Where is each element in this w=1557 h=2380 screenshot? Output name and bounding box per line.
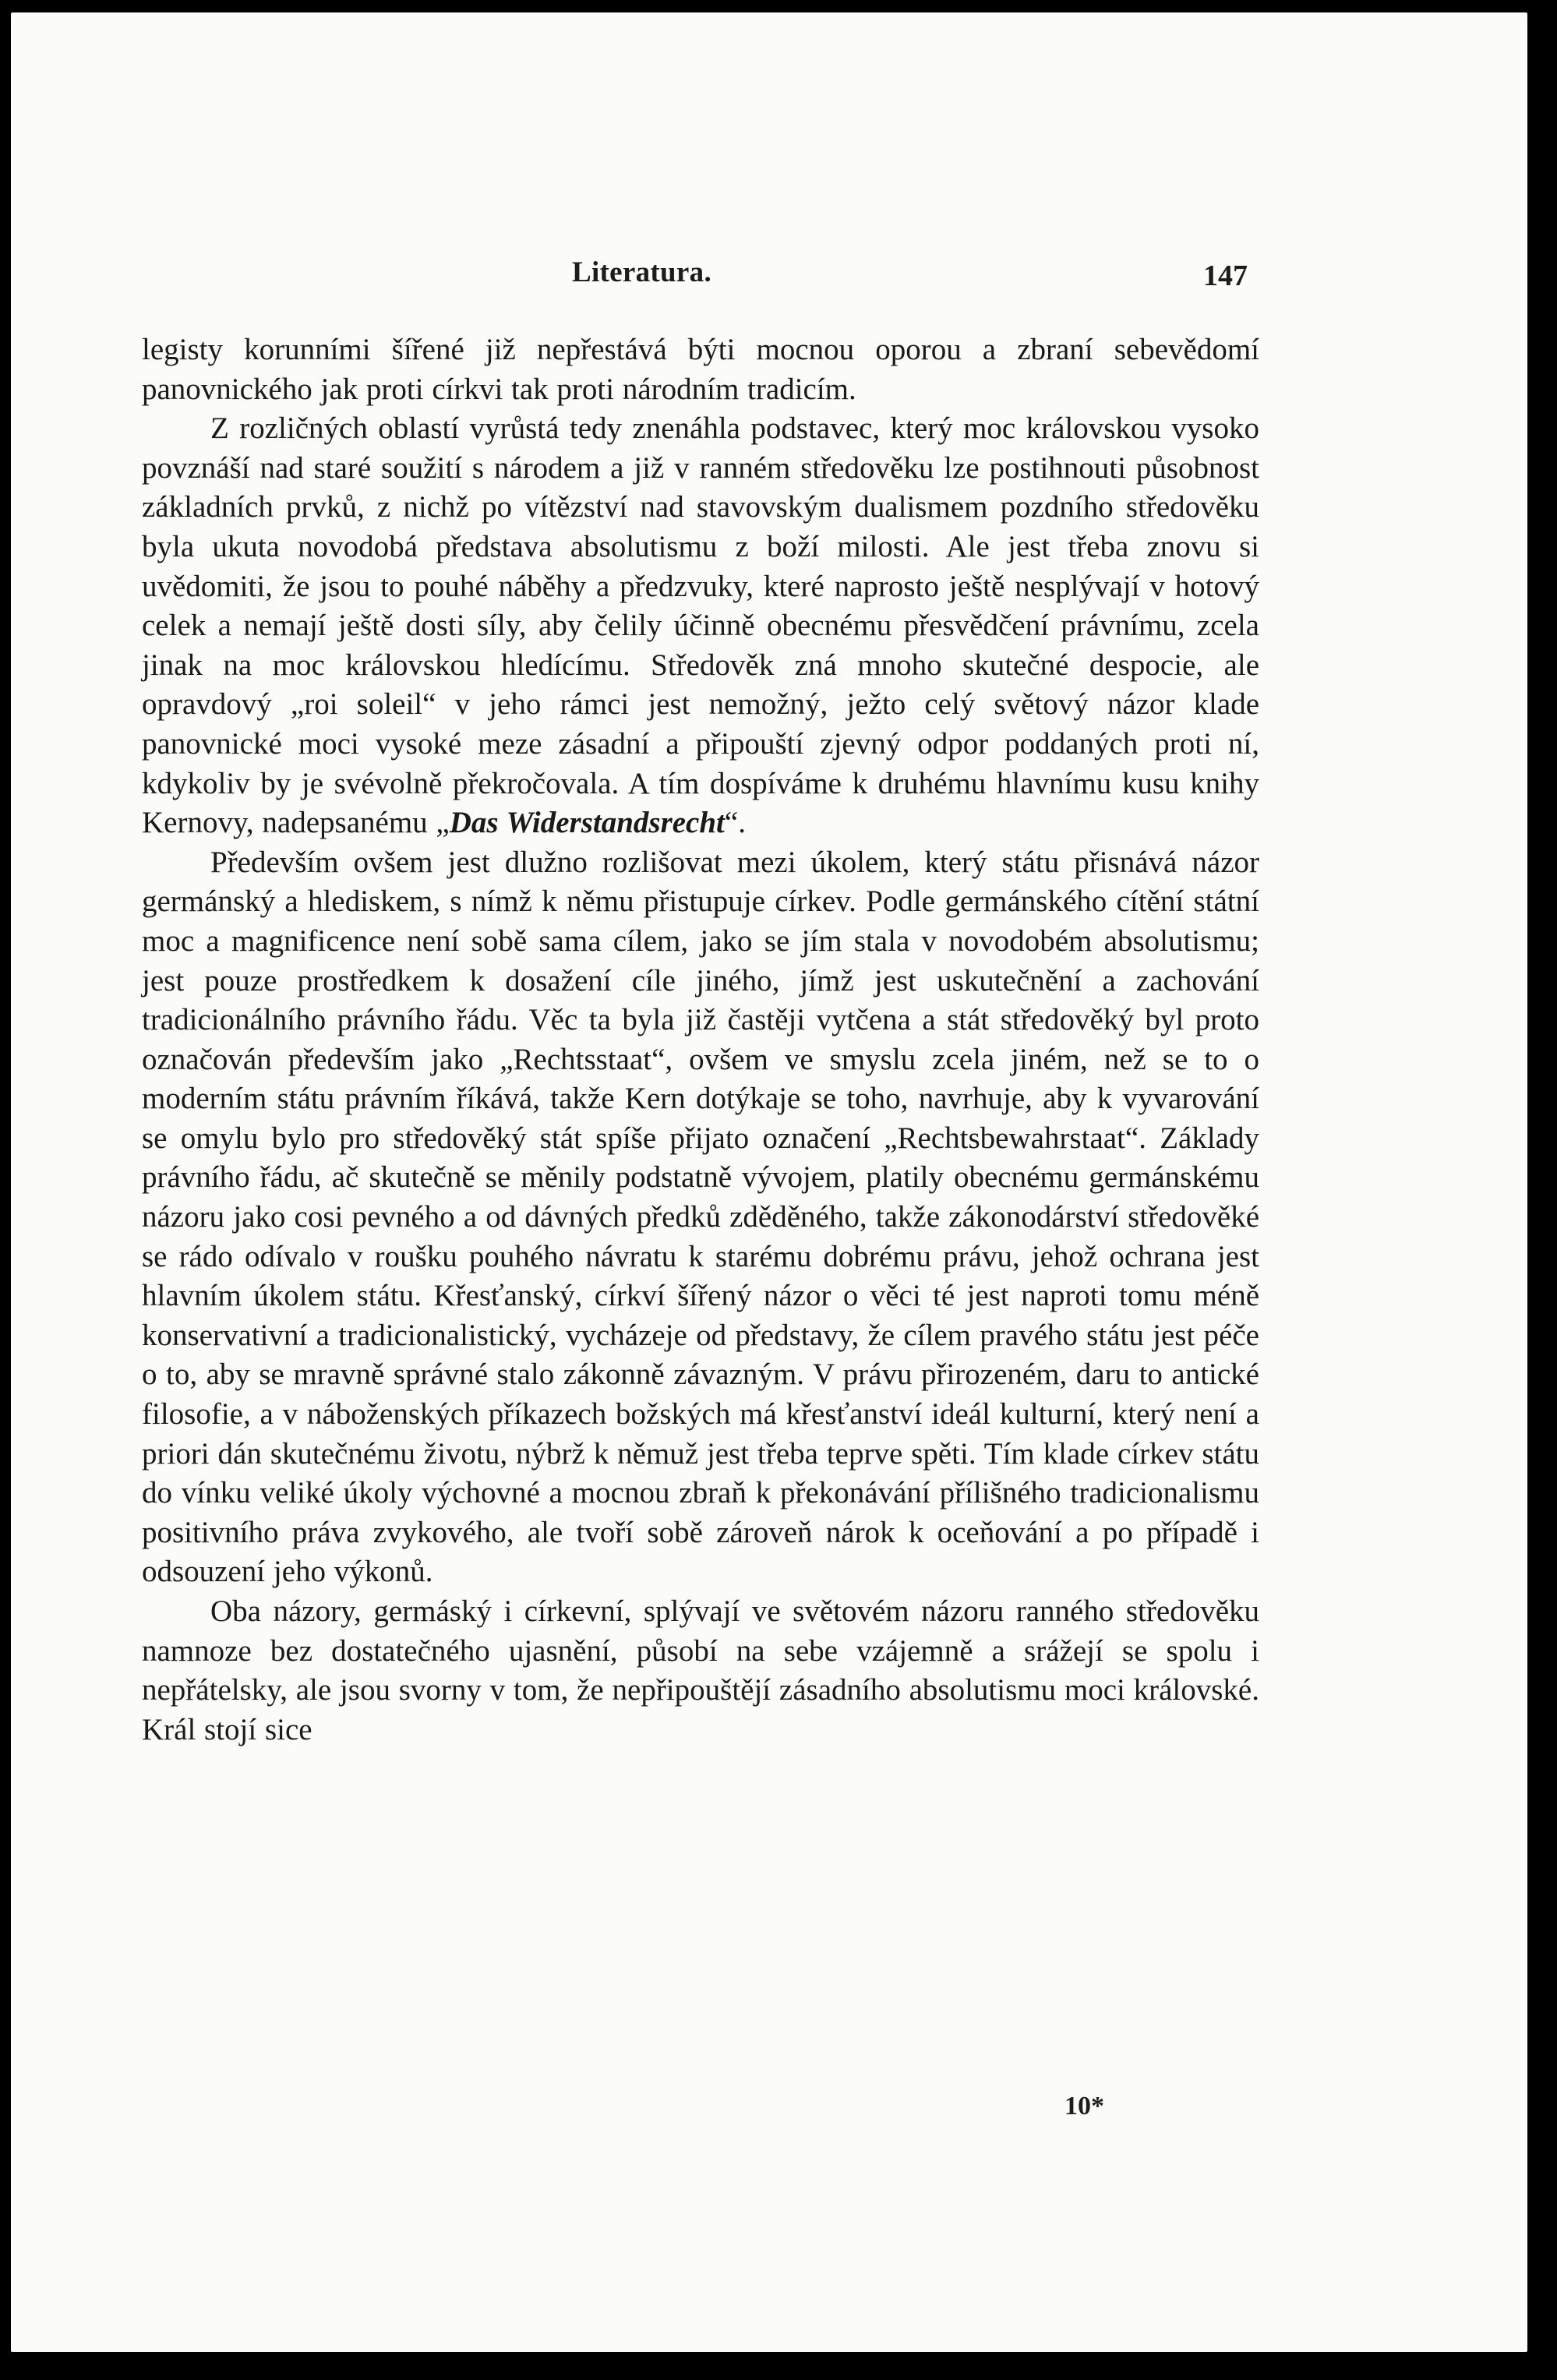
document-page xyxy=(11,12,1527,2352)
running-title: Literatura. xyxy=(572,256,711,288)
paragraph-1: legisty korunními šířené již nepřestává býti mocnou oporou a zbraní sebevědomí panovnického jak proti církvi tak proti národním tradicím. xyxy=(142,333,1259,406)
signature-mark: 10* xyxy=(1064,2092,1104,2120)
paragraph-2-end: “. xyxy=(724,806,746,840)
paragraph-2-text: Z rozličných oblastí vyrůstá tedy znenáhla podstavec, který moc královskou vysoko povznáší nad staré soužití s národem a již v ranném středověku lze postihnouti působnost základních prvků, z nichž po vítězství nad stavovským dualismem pozdního středověku byla ukuta novodobá představa absolutismu z boží milosti. Ale jest třeba znovu si uvědomiti, že jsou to pouhé náběhy a předzvuky, které naprosto ještě nesplývají v hotový celek a nemají ještě dosti síly, aby čelily účinně obecnému přesvědčení právnímu, zcela jinak na moc královskou hledícímu. Středověk zná mnoho skutečné despocie, ale opravdový „roi soleil“ v jeho rámci jest nemožný, ježto celý světový názor klade panovnické moci vysoké meze zásadní a připouští zjevný odpor poddaných proti ní, kdykoliv by je svévolně překročovala. A tím dospíváme k druhému hlavnímu kusu knihy Kernovy, nadepsanému „ xyxy=(142,411,1259,840)
page-header xyxy=(11,256,1527,295)
body-text xyxy=(142,330,1259,1750)
page-number: 147 xyxy=(1203,260,1248,292)
paragraph-3: Především ovšem jest dlužno rozlišovat mezi úkolem, který státu přisnává názor germánský a hlediskem, s nímž k němu přistupuje církev. Podle germánského cítění státní moc a magnificence není sobě sama cílem, jako se jím stala v novodobém absolutismu; jest pouze prostředkem k dosažení cíle jiného, jímž jest uskutečnění a zachování tradicionálního právního řádu. Věc ta byla již častěji vytčena a stát středověký byl proto označován především jako „Rechtsstaat“, ovšem ve smyslu zcela jiném, než se to o moderním státu právním říkává, takže Kern dotýkaje se toho, navrhuje, aby k vyvarování se omylu bylo pro středověký stát spíše přijato označení „Rechtsbewahrstaat“. Základy právního řádu, ač skutečně se měnily podstatně vývojem, platily obecnému germánskému názoru jako cosi pevného a od dávných předků zděděného, takže zákonodárství středověké se rádo odívalo v roušku pouhého návratu k starému dobrému právu, jehož ochrana jest hlavním úkolem státu. Křesťanský, církví šířený názor o věci té jest naproti tomu méně konservativní a tradicionalistický, vycházeje od představy, že cílem pravého státu jest péče o to, aby se mravně správné stalo zákonně závazným. V právu přirozeném, daru to antické filosofie, a v náboženských příkazech božských má křesťanství ideál kulturní, který není a priori dán skutečnému životu, nýbrž k němuž jest třeba teprve spěti. Tím klade církev státu do vínku veliké úkoly výchovné a mocnou zbraň k překonávání přílišného tradicionalismu positivního práva zvykového, ale tvoří sobě zároveň nárok k oceňování a po případě i odsouzení jeho výkonů. xyxy=(142,845,1259,1589)
paragraph-2 xyxy=(142,409,1259,843)
book-section-title: Das Widerstandsrecht xyxy=(449,806,725,840)
paragraph-4: Oba názory, germáský i církevní, splývají ve světovém názoru ranného středověku namnoze bez dostatečného ujasnění, působí na sebe vzájemně a srážejí se spolu i nepřátelsky, ale jsou svorny v tom, že nepřipouštějí zásadního absolutismu moci královské. Král stojí sice xyxy=(142,1594,1259,1746)
